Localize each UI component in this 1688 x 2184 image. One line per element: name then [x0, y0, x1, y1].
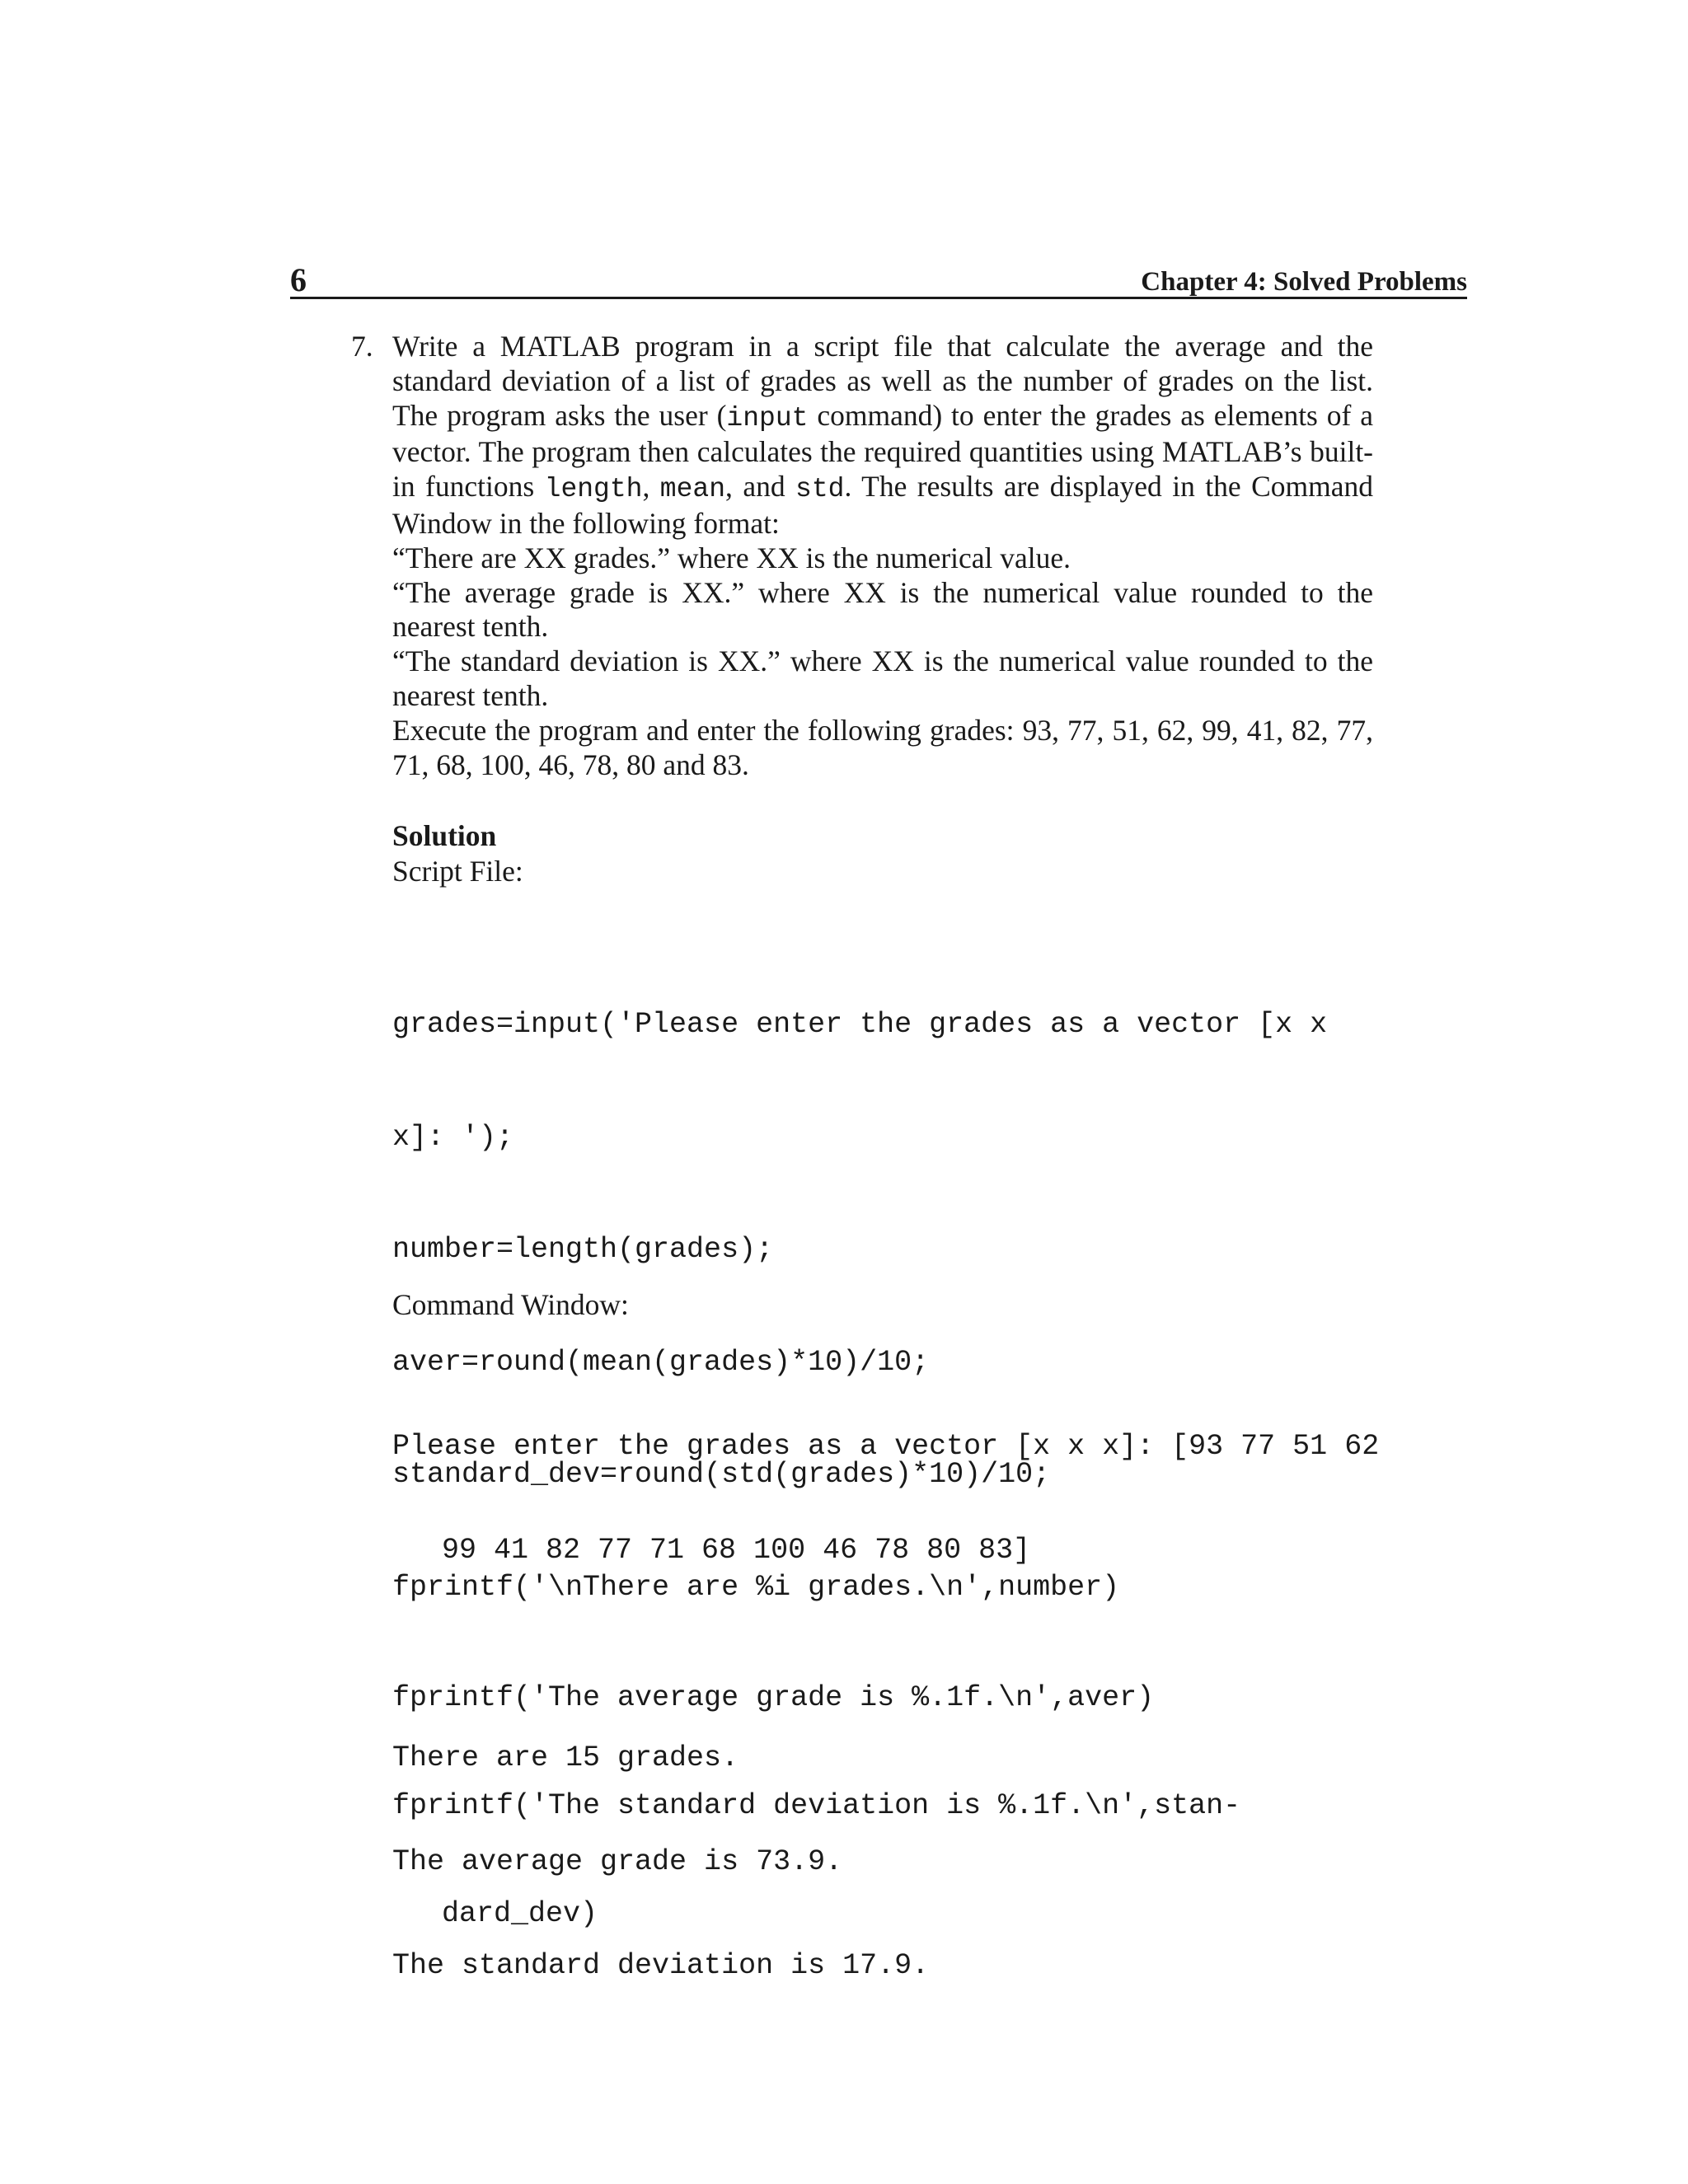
execute-instruction: Execute the program and enter the following grades: 93, 77, 51, 62, 99, 41, 82, 77, 71, 68, 100, 46, 78, 80 and 83. — [392, 713, 1373, 781]
problem-number: 7. — [351, 330, 373, 363]
problem-text-b: command) to enter the grades as elements of a vector. The program then calculates the required quantities using MATLAB’s built-in functions — [392, 398, 1373, 504]
command-output-block — [392, 1360, 1379, 2018]
code-line: grades=input('Please enter the grades as a vector [x x — [392, 1008, 1328, 1041]
separator-1: , — [642, 470, 660, 504]
separator-2: , and — [725, 470, 796, 504]
code-std: std — [795, 474, 845, 505]
code-mean: mean — [659, 474, 726, 505]
output-line: There are 15 grades. — [392, 1741, 739, 1774]
code-line: aver=round(mean(grades)*10)/10; — [392, 1345, 930, 1379]
page-header — [290, 262, 1467, 299]
code-line: fprintf('The average grade is %.1f.\n',aver) — [392, 1681, 1155, 1714]
script-file-label: Script File: — [392, 855, 523, 888]
problem-7 — [351, 330, 1373, 782]
output-line: The standard deviation is 17.9. — [392, 1949, 930, 1982]
code-length: length — [544, 474, 643, 505]
problem-text-c: . The results are displayed in the Command Window in the following format: — [392, 470, 1373, 540]
page-number: 6 — [290, 261, 307, 298]
format-line-1: “There are XX grades.” where XX is the numerical value. — [392, 541, 1071, 574]
command-window-label: Command Window: — [392, 1288, 629, 1321]
output-line: 99 41 82 77 71 68 100 46 78 80 83] — [442, 1534, 1031, 1567]
solution-heading: Solution — [392, 819, 497, 852]
problem-text-a: Write a MATLAB program in a script file that calculate the average and the standard deviation of a list of grades as well as the number of grades on the list. The program asks the user ( — [392, 330, 1373, 432]
code-line: standard_dev=round(std(grades)*10)/10; — [392, 1458, 1051, 1491]
format-line-2: “The average grade is XX.” where XX is the numerical value rounded to the nearest tenth. — [392, 575, 1373, 644]
code-line: dard_dev) — [442, 1897, 598, 1930]
code-line: fprintf('\nThere are %i grades.\n',number) — [392, 1570, 1120, 1604]
format-line-3: “The standard deviation is XX.” where XX is the numerical value rounded to the nearest tenth. — [392, 644, 1373, 712]
code-input: input — [726, 402, 809, 434]
problem-statement — [392, 330, 1373, 541]
code-line: x]: '); — [392, 1120, 514, 1154]
running-head: Chapter 4: Solved Problems — [1141, 267, 1467, 297]
code-line: number=length(grades); — [392, 1233, 774, 1266]
code-line: fprintf('The standard deviation is %.1f.\n',stan- — [392, 1789, 1241, 1822]
output-line: The average grade is 73.9. — [392, 1845, 843, 1878]
output-line: Please enter the grades as a vector [x x x]: [93 77 51 62 — [392, 1430, 1380, 1463]
blank-line — [392, 1637, 1379, 1671]
